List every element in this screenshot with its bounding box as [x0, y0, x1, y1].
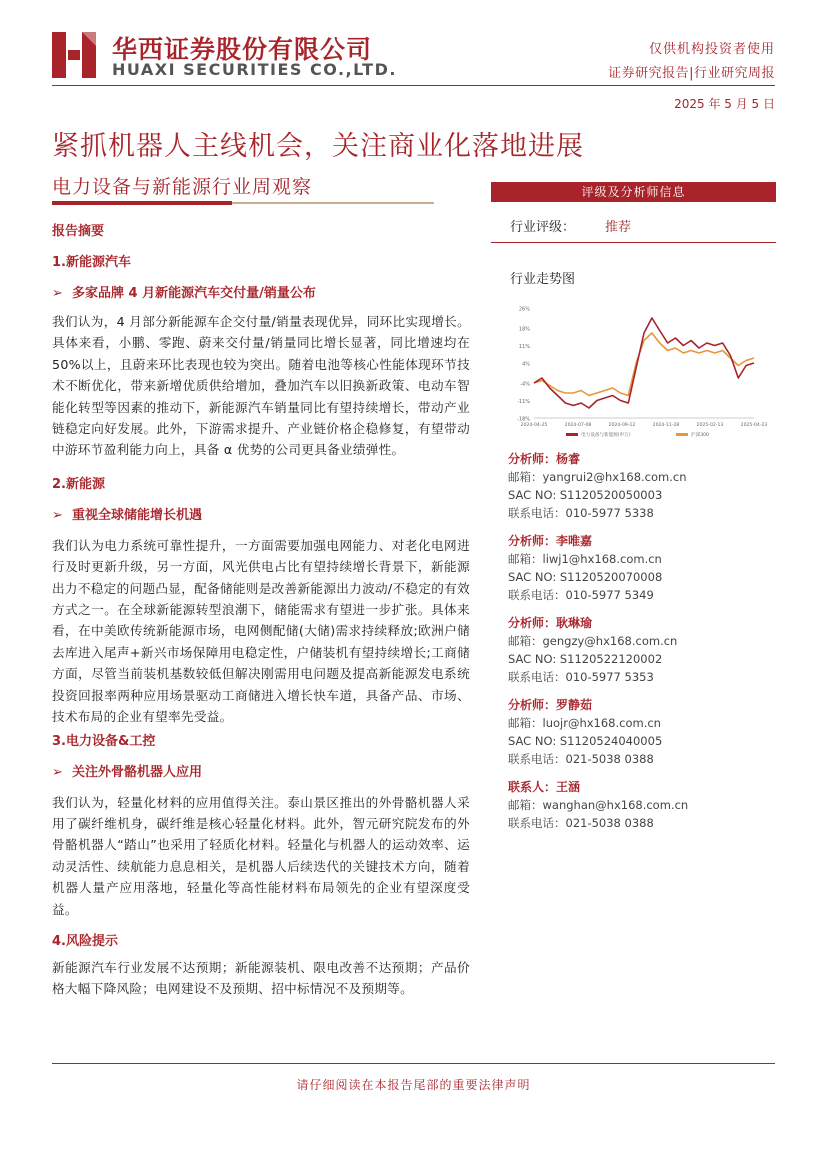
section-subtitle: ➢ 重视全球储能增长机遇	[52, 507, 203, 523]
analyst-name: 分析师：罗静茹	[508, 698, 593, 712]
analyst-card	[508, 450, 778, 522]
section-text: 我们认为电力系统可靠性提升，一方面需要加强电网能力、对老化电网进行及时更新升级，另一方面，风光供电占比有望持续增长背景下，新能源出力不稳定的问题凸显，配备储能则是改善新能源出力波动/不稳定的有效方式之一。在全球新能源转型浪潮下，储能需求有望进一步扩张。具体来看，在中美欧传统新能源市场，电网侧配储(大储)需求持续释放;欧洲户储去库进入尾声+新兴市场保障用电稳定性，户储装机有望持续增长;工商储方面，尽管当前装机基数较低但解决刚需用电问题及提高新能源发电系统投资回报率两种应用场景驱动工商储进入增长快车道，具备产品、市场、技术布局的企业有望率先受益。	[52, 537, 470, 725]
x-tick-label: 2024-09-12	[608, 423, 636, 428]
audience-note: 仅供机构投资者使用	[648, 42, 775, 57]
analyst-contact-line: 邮箱：wanghan@hx168.com.cn	[508, 798, 689, 812]
analyst-name: 联系人：王涵	[508, 780, 581, 794]
x-tick-label: 2025-04-23	[740, 423, 768, 428]
section-text: 我们认为，4 月部分新能源车企交付量/销量表现优异，同环比实现增长。具体来看，小鹏、零跑、蔚来交付量/销量同比增长显著，同比增速均在 50%以上，且蔚来环比表现也较为突出。随着电池等核心性能体现环节技术不断优化，带来新增优质供给增加，叠加汽车以旧换新政策、电动车智能化转型等因素的推动下，新能源汽车销量同比有望持续增长，带动产业链稳定向好发展。此外，下游需求提升、产业链价格企稳修复，有望带动中游环节盈利能力向上，具备 α 优势的公司更具备业绩弹性。	[52, 314, 470, 458]
section-title: 2.新能源	[52, 476, 105, 492]
footer-divider	[52, 1063, 775, 1064]
analyst-contact-line: SAC NO: S1120520050003	[508, 488, 663, 502]
section-text: 新能源汽车行业发展不达预期；新能源装机、限电改善不达预期；产品价格大幅下降风险；电网建设不及预期、招中标情况不及预期等。	[52, 959, 470, 997]
analyst-contact-line: 联系电话：010-5977 5353	[508, 670, 654, 684]
analyst-name: 分析师：耿琳瑜	[508, 616, 593, 630]
title-underline	[52, 201, 232, 205]
industry-trend-chart	[504, 300, 768, 442]
report-summary	[52, 218, 470, 1000]
analyst-contact-line: 联系电话：021-5038 0388	[508, 816, 654, 830]
analyst-card	[508, 532, 778, 604]
report-date: 2025 年 5 月 5 日	[674, 97, 775, 111]
analyst-contact-line: 联系电话：010-5977 5338	[508, 506, 654, 520]
analyst-card	[508, 614, 778, 686]
company-logo-mark	[52, 32, 96, 78]
rating-divider	[491, 242, 776, 243]
y-tick-label: 18%	[518, 326, 530, 333]
arrow-icon: ➢	[52, 507, 63, 523]
y-tick-label: -18%	[517, 416, 530, 423]
x-tick-label: 2024-07-08	[564, 423, 592, 428]
section-title: 1.新能源汽车	[52, 255, 131, 270]
section-subtitle: ➢ 多家品牌 4 月新能源汽车交付量/销量公布	[52, 286, 316, 301]
rating-label: 行业评级：	[510, 220, 576, 235]
summary-heading: 报告摘要	[52, 224, 105, 239]
arrow-icon: ➢	[52, 764, 63, 780]
legend-label: 沪深300	[691, 433, 709, 438]
report-subtitle: 电力设备与新能源行业周观察	[52, 176, 313, 198]
industry-rating	[510, 216, 631, 235]
analyst-contact-line: SAC NO: S1120520070008	[508, 570, 663, 584]
analyst-contact-line: 邮箱：liwj1@hx168.com.cn	[508, 552, 662, 566]
analyst-list	[508, 450, 778, 842]
y-tick-label: 11%	[518, 344, 530, 350]
analyst-card	[508, 778, 778, 832]
legend-swatch	[566, 433, 578, 436]
x-tick-label: 2024-11-28	[652, 423, 680, 428]
legend-swatch	[676, 433, 688, 436]
x-tick-label: 2024-04-25	[520, 423, 548, 428]
legal-notice: 请仔细阅读在本报告尾部的重要法律声明	[296, 1078, 531, 1092]
trend-chart-label: 行业走势图	[510, 272, 576, 287]
series-line-index	[534, 333, 754, 396]
analyst-contact-line: SAC NO: S1120522120002	[508, 652, 663, 666]
analyst-contact-line: SAC NO: S1120524040005	[508, 734, 663, 748]
section-title: 3.电力设备&工控	[52, 733, 156, 749]
report-type: 证券研究报告|行业研究周报	[608, 66, 775, 81]
analyst-contact-line: 邮箱：yangrui2@hx168.com.cn	[508, 470, 687, 484]
arrow-icon: ➢	[52, 286, 63, 301]
header-divider	[52, 85, 775, 86]
company-name-en: HUAXI SECURITIES CO.,LTD.	[112, 60, 397, 79]
rating-value: 推荐	[605, 220, 632, 235]
legend-label: 电力设备与新能源(申万)	[581, 433, 631, 438]
analyst-contact-line: 邮箱：luojr@hx168.com.cn	[508, 716, 661, 730]
y-tick-label: -4%	[520, 381, 530, 388]
company-name-cn: 华西证券股份有限公司	[112, 35, 373, 64]
x-tick-label: 2025-02-13	[696, 423, 724, 428]
panel-heading: 评级及分析师信息	[491, 182, 776, 202]
analyst-contact-line: 联系电话：010-5977 5349	[508, 588, 654, 602]
analyst-contact-line: 邮箱：gengzy@hx168.com.cn	[508, 634, 678, 648]
title-underline-accent	[232, 202, 434, 204]
y-tick-label: 26%	[518, 306, 530, 313]
series-line-industry	[534, 318, 754, 408]
analyst-name: 分析师：杨睿	[508, 452, 581, 466]
analyst-contact-line: 联系电话：021-5038 0388	[508, 752, 654, 766]
section-subtitle: ➢ 关注外骨骼机器人应用	[52, 764, 203, 780]
analyst-name: 分析师：李唯嘉	[508, 534, 593, 548]
section-text: 我们认为，轻量化材料的应用值得关注。泰山景区推出的外骨骼机器人采用了碳纤维机身，碳纤维是核心轻量化材料。此外，智元研究院发布的外骨骼机器人“踏山”也采用了轻质化材料。轻量化与机器人的运动效率、运动灵活性、续航能力息息相关，是机器人后续迭代的关键技术方向，随着机器人量产应用落地，轻量化等高性能材料布局领先的企业有望深度受益。	[52, 794, 470, 917]
y-tick-label: 4%	[522, 361, 530, 368]
y-tick-label: -11%	[517, 399, 530, 405]
report-title: 紧抓机器人主线机会，关注商业化落地进展	[52, 131, 584, 162]
section-title: 4.风险提示	[52, 933, 118, 949]
analyst-card	[508, 696, 778, 768]
